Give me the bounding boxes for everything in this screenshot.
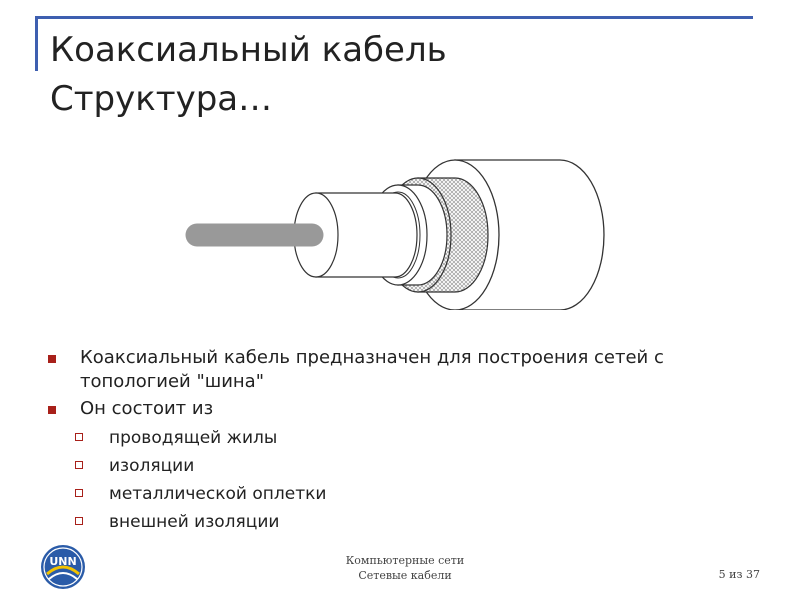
logo-letters: UNN bbox=[49, 555, 77, 568]
sub-bullet-item bbox=[45, 452, 765, 480]
sub-bullet-item bbox=[45, 508, 765, 536]
bullet-text: Коаксиальный кабель предназначен для построения сетей с топологией "шина" bbox=[80, 347, 664, 392]
page-number bbox=[690, 567, 760, 582]
page-separator: из bbox=[729, 568, 743, 581]
hollow-square-bullet-icon bbox=[75, 517, 83, 525]
sub-bullet-text: металлической оплетки bbox=[109, 484, 327, 504]
coaxial-cable-illustration bbox=[185, 150, 615, 310]
frame-top-line bbox=[35, 16, 753, 19]
hollow-square-bullet-icon bbox=[75, 461, 83, 469]
page-current: 5 bbox=[718, 568, 726, 581]
title-line-2: Структура… bbox=[50, 79, 273, 119]
footer-topic: Сетевые кабели bbox=[358, 569, 452, 582]
bullet-item bbox=[45, 397, 765, 421]
sub-bullet-text: изоляции bbox=[109, 456, 195, 476]
title-line-1: Коаксиальный кабель bbox=[50, 30, 447, 70]
square-bullet-icon bbox=[48, 355, 56, 363]
sub-bullet-text: внешней изоляции bbox=[109, 512, 280, 532]
bullet-text: Он состоит из bbox=[80, 398, 214, 419]
hollow-square-bullet-icon bbox=[75, 489, 83, 497]
university-logo-icon bbox=[40, 544, 86, 590]
footer bbox=[300, 553, 510, 583]
sub-bullet-item bbox=[45, 424, 765, 452]
footer-course: Компьютерные сети bbox=[345, 554, 465, 567]
square-bullet-icon bbox=[48, 406, 56, 414]
bullet-list bbox=[45, 346, 765, 536]
hollow-square-bullet-icon bbox=[75, 433, 83, 441]
frame-left-line bbox=[35, 16, 38, 71]
sub-bullet-item bbox=[45, 480, 765, 508]
page-total: 37 bbox=[746, 568, 760, 581]
slide-title bbox=[50, 26, 750, 124]
sub-bullet-text: проводящей жилы bbox=[109, 428, 278, 448]
bullet-item bbox=[45, 346, 765, 394]
